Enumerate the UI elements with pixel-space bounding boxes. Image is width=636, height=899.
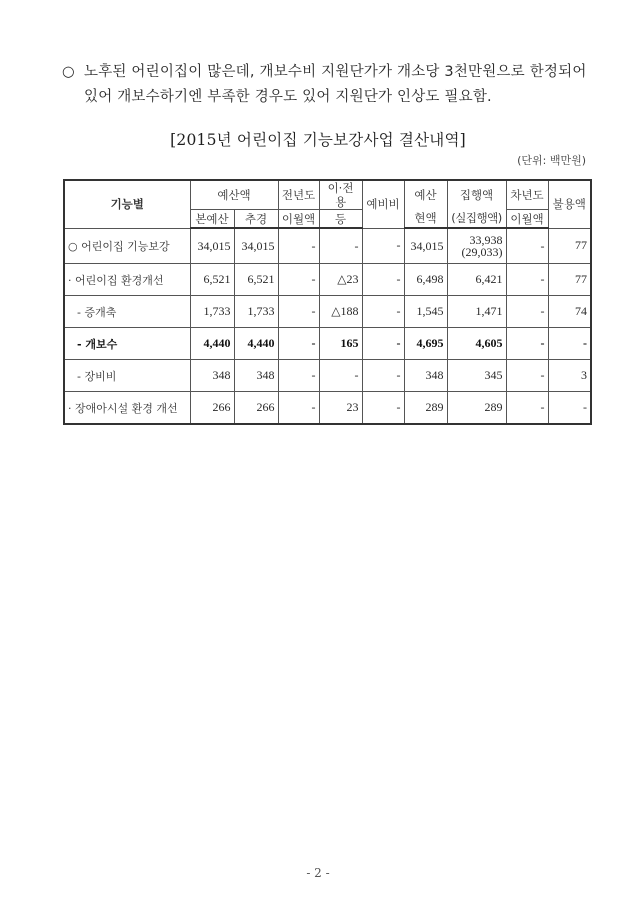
cell-unused: 77 [548,264,591,296]
cell-reserve: - [362,392,404,425]
header-transfer-2: 등 [319,210,362,229]
cell-main: 6,521 [190,264,234,296]
row-name: - 증개축 [64,296,190,328]
table-row [64,392,591,425]
page-number: - 2 - [306,866,330,880]
cell-main: 4,440 [190,328,234,360]
cell-next: - [506,392,548,425]
header-budget-main: 본예산 [190,210,234,229]
header-unused: 불용액 [548,180,591,228]
header-reserve: 예비비 [362,180,404,228]
table-row [64,264,591,296]
header-prev-carry-2: 이월액 [278,210,319,229]
cell-supp: 6,521 [234,264,278,296]
cell-main: 1,733 [190,296,234,328]
cell-executed: 1,471 [447,296,506,328]
cell-prev: - [278,228,319,264]
row-name: - 개보수 [64,328,190,360]
cell-unused: - [548,328,591,360]
cell-transfer: 23 [319,392,362,425]
cell-executed [447,228,506,264]
cell-current: 348 [404,360,447,392]
cell-prev: - [278,264,319,296]
cell-reserve: - [362,360,404,392]
cell-supp: 266 [234,392,278,425]
cell-prev: - [278,360,319,392]
cell-current: 34,015 [404,228,447,264]
executed-value: 33,938 [469,233,503,247]
header-next-carry-1: 차년도 [506,180,548,210]
cell-prev: - [278,392,319,425]
header-current-budget-2: 현액 [404,210,447,229]
cell-executed: 289 [447,392,506,425]
table-row [64,296,591,328]
cell-prev: - [278,328,319,360]
row-name: · 어린이집 환경개선 [64,264,190,296]
cell-next: - [506,328,548,360]
cell-current: 289 [404,392,447,425]
cell-current: 4,695 [404,328,447,360]
paragraph-line-2: 있어 개보수하기엔 부족한 경우도 있어 지원단가 인상도 필요함. [84,89,492,105]
cell-reserve: - [362,296,404,328]
header-budget: 예산액 [190,180,278,210]
header-next-carry-2: 이월액 [506,210,548,229]
cell-unused: 74 [548,296,591,328]
header-executed-2: (실집행액) [447,210,506,229]
cell-next: - [506,296,548,328]
table-row [64,228,591,264]
cell-transfer: 165 [319,328,362,360]
table-row-highlighted [64,328,591,360]
cell-supp: 348 [234,360,278,392]
cell-current: 1,545 [404,296,447,328]
circle-bullet-icon: ○ [62,64,75,80]
cell-next: - [506,228,548,264]
cell-unused: - [548,392,591,425]
cell-reserve: - [362,328,404,360]
header-prev-carry-1: 전년도 [278,180,319,210]
cell-executed: 4,605 [447,328,506,360]
cell-next: - [506,264,548,296]
cell-executed: 6,421 [447,264,506,296]
cell-transfer: △188 [319,296,362,328]
header-transfer-1: 이·전용 [319,180,362,210]
settlement-table [63,179,592,425]
row-name: - 장비비 [64,360,190,392]
table-title: [2015년 어린이집 기능보강사업 결산내역] [170,131,466,149]
unit-label: (단위: 백만원) [517,154,586,167]
cell-prev: - [278,296,319,328]
cell-reserve: - [362,228,404,264]
table-row [64,360,591,392]
cell-next: - [506,360,548,392]
cell-main: 348 [190,360,234,392]
row-name: · 장애아시설 환경 개선 [64,392,190,425]
header-current-budget-1: 예산 [404,180,447,210]
header-budget-supp: 추경 [234,210,278,229]
cell-transfer: △23 [319,264,362,296]
cell-transfer: - [319,360,362,392]
cell-supp: 34,015 [234,228,278,264]
cell-supp: 4,440 [234,328,278,360]
cell-unused: 3 [548,360,591,392]
executed-actual-value: (29,033) [461,245,503,259]
cell-main: 266 [190,392,234,425]
cell-transfer: - [319,228,362,264]
cell-unused: 77 [548,228,591,264]
cell-executed: 345 [447,360,506,392]
cell-current: 6,498 [404,264,447,296]
body-paragraph [62,60,592,110]
cell-supp: 1,733 [234,296,278,328]
cell-reserve: - [362,264,404,296]
paragraph-line-1 [62,60,592,85]
row-name: ○ 어린이집 기능보강 [64,228,190,264]
header-category: 기능별 [64,180,190,228]
header-executed-1: 집행액 [447,180,506,210]
paragraph-text-1: 노후된 어린이집이 많은데, 개보수비 지원단가가 개소당 3천만원으로 한정되어 [84,64,587,80]
cell-main: 34,015 [190,228,234,264]
